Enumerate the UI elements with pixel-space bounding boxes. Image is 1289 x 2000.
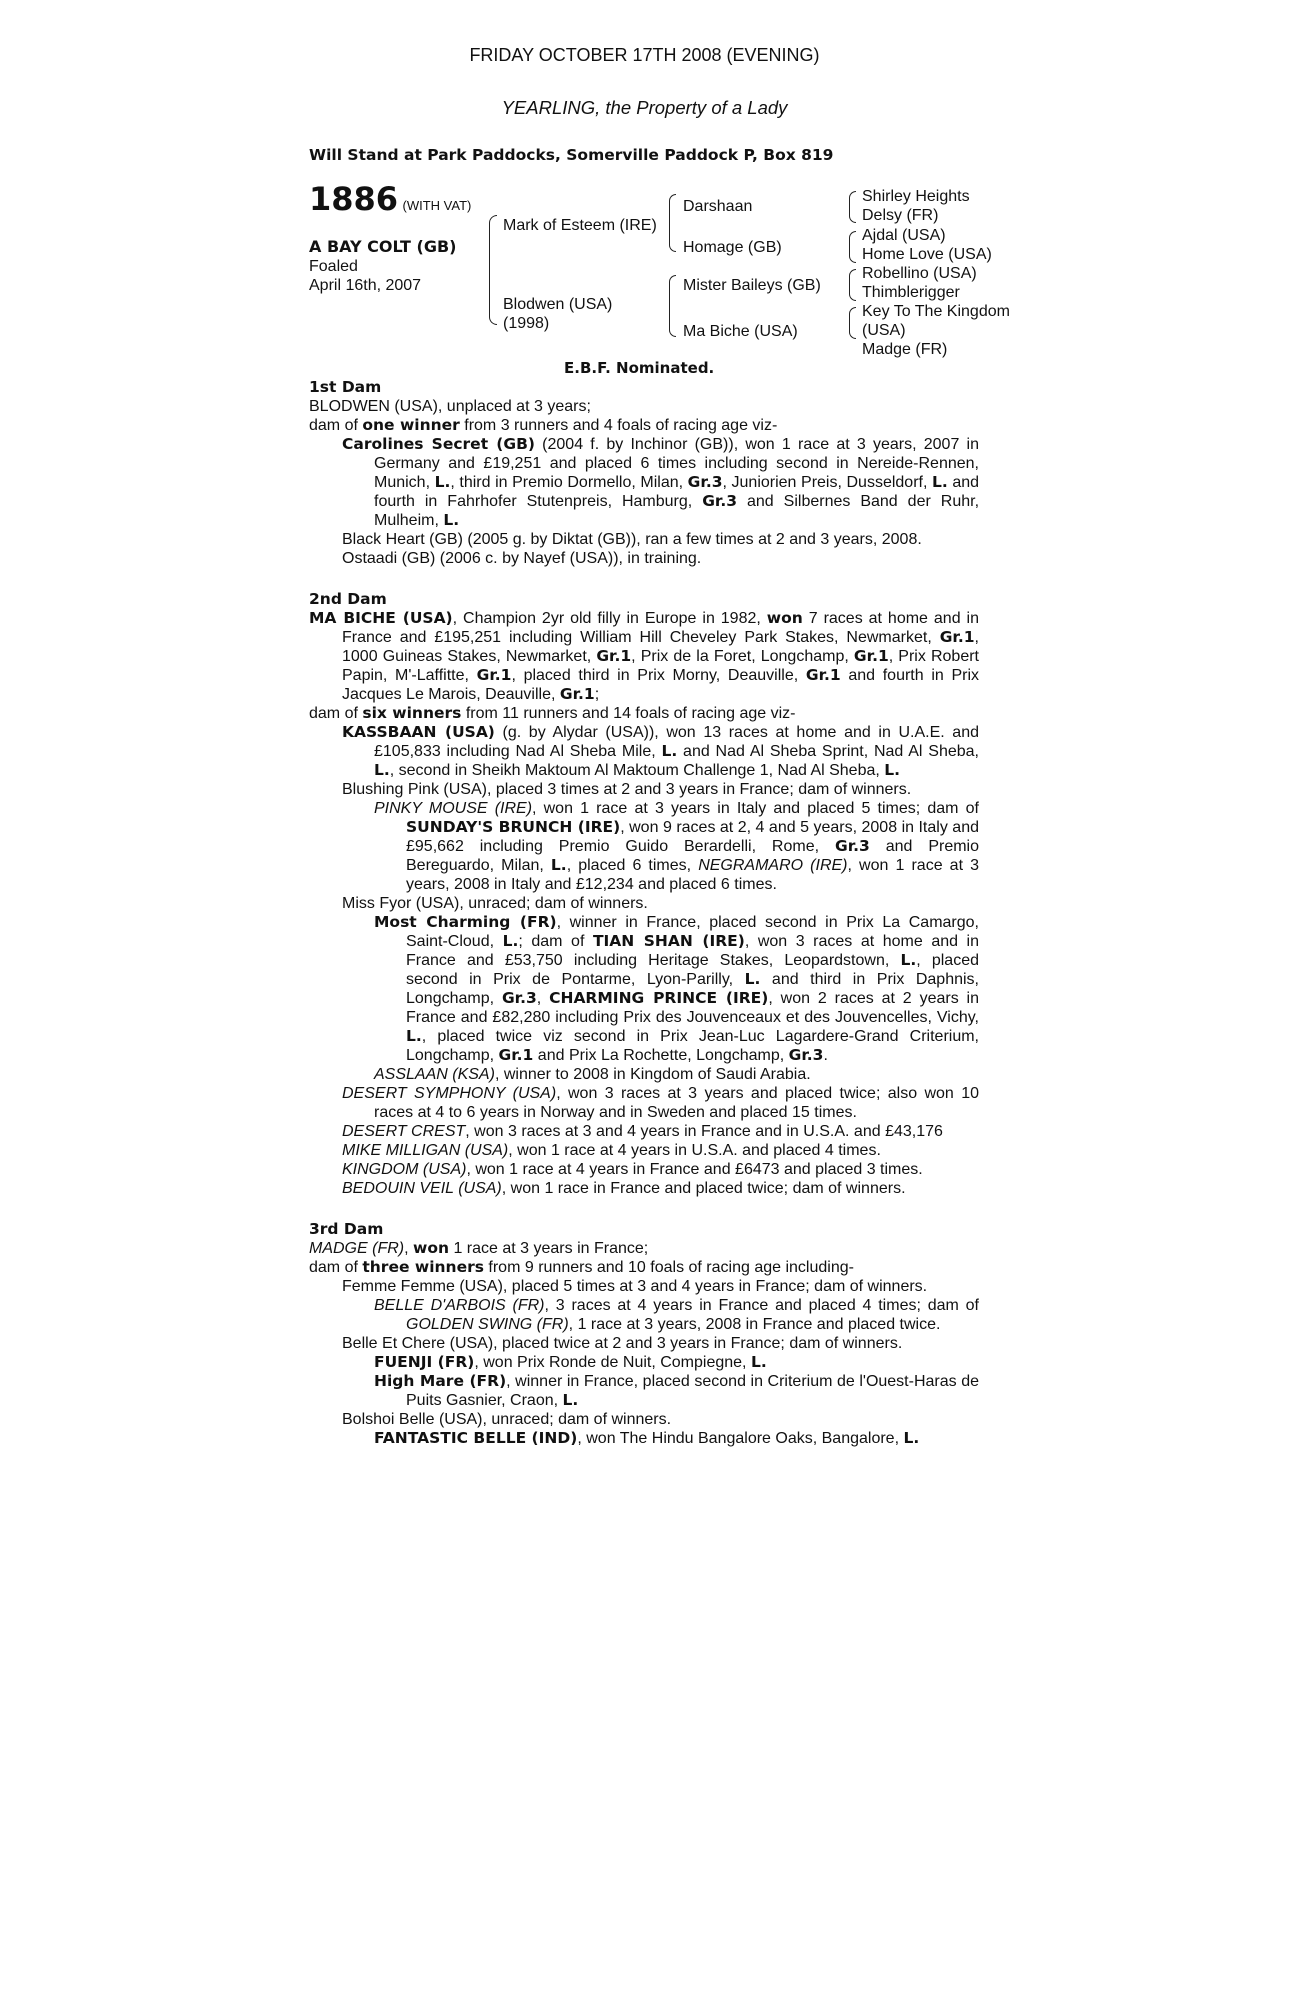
pedigree-ddd: Madge (FR) [862, 341, 948, 358]
lot-name: A BAY COLT (GB) [309, 237, 457, 256]
produce-entry: PINKY MOUSE (IRE), won 1 race at 3 years in Italy and placed 5 times; dam of SUNDAY'S BRUNCH (IRE), won 9 races at 2, 4 and 5 years, 2008 in Italy and £95,662 including Premio Guido Berardelli, Rome, Gr.3 and Premio Bereguardo, Milan, L., placed 6 times, NEGRAMARO (IRE), won 1 race at 3 years, 2008 in Italy and £12,234 and placed 6 times. [374, 800, 980, 893]
produce-entry: Bolshoi Belle (USA), unraced; dam of winners. [342, 1411, 672, 1428]
lot-subtitle: YEARLING, the Property of a Lady [501, 97, 788, 118]
pedigree-brace [849, 191, 856, 223]
pedigree-sire-sire: Darshaan [683, 198, 753, 215]
produce-entry: BEDOUIN VEIL (USA), won 1 race in France and placed twice; dam of winners. [342, 1180, 906, 1197]
produce-entry: Blushing Pink (USA), placed 3 times at 2 and 3 years in France; dam of winners. [342, 781, 912, 798]
produce-entry: MIKE MILLIGAN (USA), won 1 race at 4 years in U.S.A. and placed 4 times. [342, 1142, 881, 1159]
pedigree-brace [669, 275, 676, 337]
produce-entry: DESERT SYMPHONY (USA), won 3 races at 3 years and placed twice; also won 10 races at 4 to 6 years in Norway and in Sweden and placed 15 times. [342, 1085, 979, 1121]
produce-entry: Ostaadi (GB) (2006 c. by Nayef (USA)), in training. [342, 550, 702, 567]
produce-entry: High Mare (FR), winner in France, placed second in Criterium de l'Ouest-Haras de Puits Gasnier, Craon, L. [374, 1372, 979, 1409]
produce-entry: Miss Fyor (USA), unraced; dam of winners. [342, 895, 648, 912]
second-dam-heading: 2nd Dam [309, 590, 387, 608]
produce-entry: Black Heart (GB) (2005 g. by Diktat (GB)), ran a few times at 2 and 3 years, 2008. [342, 531, 922, 548]
pedigree-dss: Robellino (USA) [862, 265, 977, 282]
second-dam-produce-summary: dam of six winners from 11 runners and 14 foals of racing age viz- [309, 704, 796, 722]
third-dam-produce-summary: dam of three winners from 9 runners and 10 foals of racing age including- [309, 1258, 854, 1276]
pedigree-brace [849, 269, 856, 301]
pedigree-dds: Key To The Kingdom [862, 303, 1010, 320]
first-dam-line: BLODWEN (USA), unplaced at 3 years; [309, 398, 591, 415]
first-dam-heading: 1st Dam [309, 378, 382, 396]
pedigree-sdd: Home Love (USA) [862, 246, 992, 263]
vat-note: (WITH VAT) [402, 198, 472, 213]
lot-number: 1886 [309, 180, 399, 218]
produce-entry: KASSBAAN (USA) (g. by Alydar (USA)), won 13 races at home and in U.A.E. and £105,833 including Nad Al Sheba Mile, L. and Nad Al Sheba Sprint, Nad Al Sheba, L., second in Sheikh Maktoum Al Maktoum Challenge 1, Nad Al Sheba, L. [342, 723, 980, 779]
produce-entry: ASSLAAN (KSA), winner to 2008 in Kingdom of Saudi Arabia. [374, 1066, 811, 1083]
pedigree-sire: Mark of Esteem (IRE) [503, 217, 657, 234]
pedigree-dam-year: (1998) [503, 315, 550, 332]
third-dam-entry: MADGE (FR), won 1 race at 3 years in France; [309, 1239, 649, 1257]
foaled-date: April 16th, 2007 [309, 277, 422, 294]
produce-entry: BELLE D'ARBOIS (FR), 3 races at 4 years in France and placed 4 times; dam of GOLDEN SWING (FR), 1 race at 3 years, 2008 in France and placed twice. [374, 1297, 979, 1333]
pedigree-brace [849, 231, 856, 263]
ebf-nomination: E.B.F. Nominated. [564, 359, 715, 377]
first-dam-produce-summary: dam of one winner from 3 runners and 4 foals of racing age viz- [309, 416, 778, 434]
produce-entry: Belle Et Chere (USA), placed twice at 2 and 3 years in France; dam of winners. [342, 1335, 903, 1352]
pedigree-sds: Ajdal (USA) [862, 227, 946, 244]
pedigree-dam-sire: Mister Baileys (GB) [683, 277, 821, 294]
pedigree-dam: Blodwen (USA) [503, 296, 613, 313]
catalogue-body [309, 378, 979, 1448]
pedigree-dds-country: (USA) [862, 322, 906, 339]
sale-date-heading: FRIDAY OCTOBER 17TH 2008 (EVENING) [469, 45, 820, 65]
pedigree-sire-dam: Homage (GB) [683, 239, 782, 256]
produce-entry: FANTASTIC BELLE (IND), won The Hindu Bangalore Oaks, Bangalore, L. [374, 1429, 920, 1447]
produce-entry: KINGDOM (USA), won 1 race at 4 years in France and £6473 and placed 3 times. [342, 1161, 923, 1178]
pedigree-sss: Shirley Heights [862, 188, 970, 205]
pedigree-dam-dam: Ma Biche (USA) [683, 323, 798, 340]
stand-location: Will Stand at Park Paddocks, Somerville Paddock P, Box 819 [309, 146, 834, 164]
produce-entry: Femme Femme (USA), placed 5 times at 3 and 4 years in France; dam of winners. [342, 1278, 928, 1295]
produce-entry: DESERT CREST, won 3 races at 3 and 4 years in France and in U.S.A. and £43,176 [342, 1123, 943, 1140]
pedigree-dsd: Thimblerigger [862, 284, 960, 301]
pedigree-brace [489, 215, 497, 325]
pedigree-brace [849, 307, 856, 339]
produce-entry: FUENJI (FR), won Prix Ronde de Nuit, Compiegne, L. [374, 1353, 767, 1371]
lot-number-line [309, 180, 472, 218]
foaled-label: Foaled [309, 258, 358, 275]
third-dam-heading: 3rd Dam [309, 1220, 384, 1238]
second-dam-entry: MA BICHE (USA), Champion 2yr old filly in Europe in 1982, won 7 races at home and in France and £195,251 including William Hill Cheveley Park Stakes, Newmarket, Gr.1, 1000 Guineas Stakes, Newmarket, Gr.1, Prix de la Foret, Longchamp, Gr.1, Prix Robert Papin, M'-Laffitte, Gr.1, placed third in Prix Morny, Deauville, Gr.1 and fourth in Prix Jacques Le Marois, Deauville, Gr.1; [309, 609, 980, 703]
pedigree-brace [669, 194, 676, 252]
produce-entry: Most Charming (FR), winner in France, placed second in Prix La Camargo, Saint-Cloud, L.; dam of TIAN SHAN (IRE), won 3 races at home and in France and £53,750 including Heritage Stakes, Leopardstown, L., placed second in Prix de Pontarme, Lyon-Parilly, L. and third in Prix Daphnis, Longchamp, Gr.3, CHARMING PRINCE (IRE), won 2 races at 2 years in France and £82,280 including Prix des Jouvenceaux et des Jouvencelles, Vichy, L., placed twice viz second in Prix Jean-Luc Lagardere-Grand Criterium, Longchamp, Gr.1 and Prix La Rochette, Longchamp, Gr.3. [374, 913, 980, 1064]
pedigree-ssd: Delsy (FR) [862, 207, 939, 224]
produce-entry: Carolines Secret (GB) (2004 f. by Inchinor (GB)), won 1 race at 3 years, 2007 in Germany and £19,251 and placed 6 times including second in Nereide-Rennen, Munich, L., third in Premio Dormello, Milan, Gr.3, Juniorien Preis, Dusseldorf, L. and fourth in Fahrhofer Stutenpreis, Hamburg, Gr.3 and Silbernes Band der Ruhr, Mulheim, L. [342, 435, 980, 529]
